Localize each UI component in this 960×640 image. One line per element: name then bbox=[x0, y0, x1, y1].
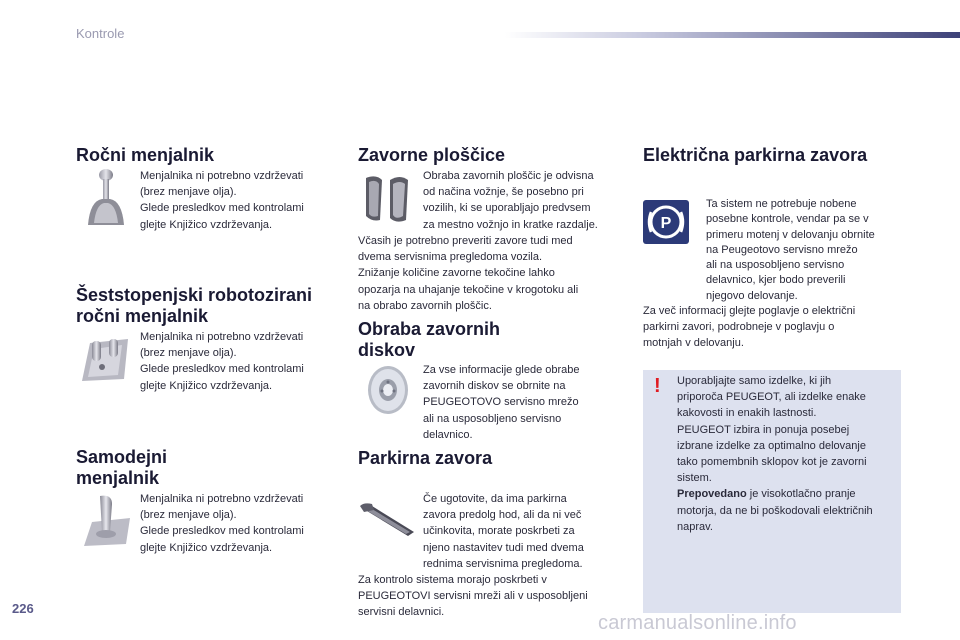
header-bar bbox=[505, 32, 960, 38]
electric-parking-brake-text-full: Za več informacij glejte poglavje o električni parkirni zavori, podrobneje v poglavju o motnjah v delovanju. bbox=[643, 305, 856, 350]
brake-pads-heading: Zavorne ploščice bbox=[358, 145, 506, 165]
parking-brake-warning-icon bbox=[643, 200, 689, 244]
parking-brake-text: Če ugotovite, da ima parkirna zavora predolg hod, ali da ni več učinkovita, morate poskrbeti za njeno nastavitev tudi med dvema rednima servisnima pregledoma. bbox=[423, 493, 584, 570]
section-title: Kontrole bbox=[76, 26, 125, 41]
parking-brake-lever-icon bbox=[358, 502, 416, 538]
page-number: 226 bbox=[12, 601, 34, 616]
warning-exclamation-icon: ! bbox=[654, 375, 661, 397]
manual-gearbox-text: Menjalnika ni potrebno vzdrževati (brez menjave olja). Glede presledkov med kontrolami glejte Knjižico vzdrževanja. bbox=[140, 170, 304, 231]
brake-discs-text: Za vse informacije glede obrabe zavornih diskov se obrnite na PEUGEOTOVO servisno mrežo ali na usposobljeno servisno delavnico. bbox=[423, 364, 580, 441]
electric-parking-brake-text: Ta sistem ne potrebuje nobene posebne kontrole, vendar pa se v primeru motenj v delovanju obrnite na Peugeotovo servisno mrežo ali na usposobljeno servisno delavnico, kjer bodo preverili njegovo delovanje. bbox=[706, 198, 875, 302]
svg-text:P: P bbox=[660, 215, 672, 232]
automatic-gear-lever-icon bbox=[82, 492, 132, 548]
automatic-gearbox-heading: Samodejni menjalnik bbox=[76, 447, 168, 488]
parking-brake-text-full: Za kontrolo sistema morajo poskrbeti v PEUGEOTOVI servisni mreži ali v usposobljeni servisni delavnici. bbox=[358, 574, 588, 619]
gear-lever-icon bbox=[80, 167, 132, 229]
brake-disc-icon bbox=[364, 364, 412, 416]
robotised-gearbox-heading: Šeststopenjski robotozirani ročni menjalnik bbox=[76, 285, 313, 326]
brake-pads-icon bbox=[360, 170, 416, 226]
electric-parking-brake-heading: Električna parkirna zavora bbox=[643, 145, 868, 165]
brake-pads-text: Obraba zavornih ploščic je odvisna od načina vožnje, še posebno pri vozilih, ki se uporabljajo predvsem za mestno vožnjo in kratke razdalje. bbox=[423, 170, 598, 231]
automatic-gearbox-text: Menjalnika ni potrebno vzdrževati (brez menjave olja). Glede presledkov med kontrolami glejte Knjižico vzdrževanja. bbox=[140, 493, 304, 554]
warning-note-text: Uporabljajte samo izdelke, ki jih priporoča PEUGEOT, ali izdelke enake kakovosti in enakih lastnosti. PEUGEOT izbira in ponuja posebej izbrane izdelke za optimalno delovanje tako pomembnih sklopov kot je zavorni sistem. Prepovedano je visokotlačno pranje motorja, da ne bi poškodovali električnih naprav. bbox=[677, 375, 873, 533]
watermark: carmanualsonline.info bbox=[598, 612, 797, 634]
brake-discs-heading: Obraba zavornih diskov bbox=[358, 319, 501, 360]
robotised-gearbox-text: Menjalnika ni potrebno vzdrževati (brez menjave olja). Glede presledkov med kontrolami glejte Knjižico vzdrževanja. bbox=[140, 331, 304, 392]
parking-brake-heading: Parkirna zavora bbox=[358, 448, 493, 468]
brake-pads-text-full: Včasih je potrebno preveriti zavore tudi med dvema servisnima pregledoma vozila. Znižanje količine zavorne tekočine lahko opozarja na uhajanje tekočine v krogotoku ali na obrabo zavornih ploščic. bbox=[358, 235, 579, 312]
robotised-gear-lever-icon bbox=[78, 333, 132, 385]
manual-gearbox-heading: Ročni menjalnik bbox=[76, 145, 215, 165]
